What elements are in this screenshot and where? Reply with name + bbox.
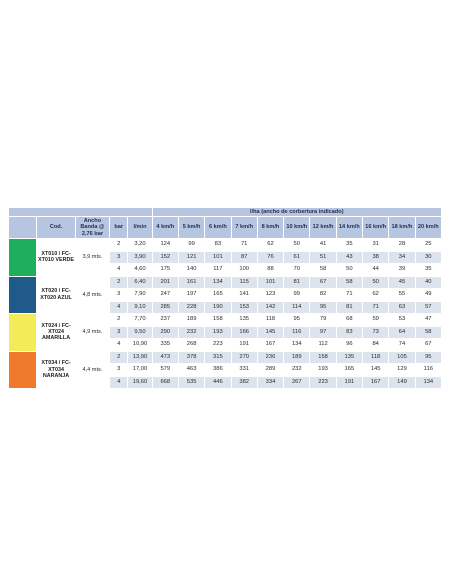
rate-value: 58	[415, 326, 441, 339]
rate-value: 190	[205, 301, 231, 314]
flow-lmin: 17,00	[128, 364, 152, 377]
rate-value: 73	[363, 326, 389, 339]
header-width: Ancho Banda @ 2,76 bar	[75, 217, 109, 239]
rate-value: 81	[284, 276, 310, 289]
header-bar: bar	[110, 217, 128, 239]
rate-value: 236	[257, 351, 283, 364]
rate-value: 41	[310, 239, 336, 252]
rate-value: 116	[284, 326, 310, 339]
rate-value: 152	[152, 251, 178, 264]
rate-value: 79	[310, 314, 336, 327]
rate-value: 97	[310, 326, 336, 339]
rate-value: 191	[336, 376, 362, 389]
header-speed: 20 km/h	[415, 217, 441, 239]
nozzle-flow-table	[8, 207, 442, 389]
rate-value: 166	[231, 326, 257, 339]
rate-value: 58	[336, 276, 362, 289]
header-speed: 14 km/h	[336, 217, 362, 239]
rate-value: 64	[389, 326, 415, 339]
rate-value: 34	[389, 251, 415, 264]
rate-value: 62	[363, 289, 389, 302]
rate-value: 43	[336, 251, 362, 264]
rate-value: 101	[205, 251, 231, 264]
rate-value: 285	[152, 301, 178, 314]
bar-value: 4	[110, 264, 128, 277]
rate-value: 101	[257, 276, 283, 289]
header-code: Cod.	[37, 217, 75, 239]
rate-value: 145	[257, 326, 283, 339]
rate-value: 68	[336, 314, 362, 327]
rate-value: 189	[284, 351, 310, 364]
rate-value: 140	[178, 264, 204, 277]
header-swatch-col	[9, 217, 37, 239]
rate-value: 38	[363, 251, 389, 264]
rate-value: 62	[257, 239, 283, 252]
rate-value: 50	[336, 264, 362, 277]
rate-value: 331	[231, 364, 257, 377]
rate-value: 378	[178, 351, 204, 364]
rate-value: 82	[310, 289, 336, 302]
rate-value: 149	[389, 376, 415, 389]
bar-value: 2	[110, 351, 128, 364]
bar-value: 4	[110, 376, 128, 389]
rate-value: 165	[205, 289, 231, 302]
rate-value: 115	[231, 276, 257, 289]
header-speed: 6 km/h	[205, 217, 231, 239]
rate-value: 50	[284, 239, 310, 252]
rate-value: 579	[152, 364, 178, 377]
rate-value: 70	[284, 264, 310, 277]
color-swatch	[9, 276, 37, 314]
rate-value: 121	[178, 251, 204, 264]
table-row	[9, 276, 442, 289]
rate-value: 96	[336, 339, 362, 352]
rate-value: 268	[178, 339, 204, 352]
bar-value: 3	[110, 289, 128, 302]
rate-value: 191	[231, 339, 257, 352]
rate-value: 118	[257, 314, 283, 327]
rate-value: 135	[231, 314, 257, 327]
rate-value: 88	[257, 264, 283, 277]
header-speed: 18 km/h	[389, 217, 415, 239]
rate-value: 158	[205, 314, 231, 327]
rate-value: 473	[152, 351, 178, 364]
rate-value: 112	[310, 339, 336, 352]
header-speed: 7 km/h	[231, 217, 257, 239]
rate-value: 28	[389, 239, 415, 252]
rate-value: 124	[152, 239, 178, 252]
flow-lmin: 4,60	[128, 264, 152, 277]
rate-value: 100	[231, 264, 257, 277]
band-width: 4,9 mts.	[75, 314, 109, 352]
nozzle-code: XT024 / FC-XT024 AMARILLA	[37, 314, 75, 352]
rate-value: 334	[257, 376, 283, 389]
bar-value: 3	[110, 326, 128, 339]
rate-value: 57	[415, 301, 441, 314]
header-lmin: l/min	[128, 217, 152, 239]
rate-value: 232	[178, 326, 204, 339]
rate-value: 141	[231, 289, 257, 302]
rate-value: 35	[415, 264, 441, 277]
rate-value: 59	[363, 314, 389, 327]
rate-value: 189	[178, 314, 204, 327]
flow-lmin: 3,20	[128, 239, 152, 252]
rate-value: 232	[284, 364, 310, 377]
rate-value: 63	[389, 301, 415, 314]
rate-value: 335	[152, 339, 178, 352]
header-speed: 16 km/h	[363, 217, 389, 239]
header-speed: 4 km/h	[152, 217, 178, 239]
rate-value: 142	[257, 301, 283, 314]
rate-value: 123	[257, 289, 283, 302]
nozzle-flow-table-container	[8, 207, 442, 389]
rate-value: 116	[415, 364, 441, 377]
rate-value: 31	[363, 239, 389, 252]
rate-value: 105	[389, 351, 415, 364]
band-width: 4,4 mts.	[75, 351, 109, 389]
header-speed: 5 km/h	[178, 217, 204, 239]
flow-lmin: 6,40	[128, 276, 152, 289]
rate-value: 201	[152, 276, 178, 289]
rate-value: 39	[389, 264, 415, 277]
rate-value: 67	[415, 339, 441, 352]
rate-value: 117	[205, 264, 231, 277]
rate-value: 197	[178, 289, 204, 302]
rate-value: 58	[310, 264, 336, 277]
rate-value: 668	[152, 376, 178, 389]
rate-value: 193	[205, 326, 231, 339]
rate-value: 53	[389, 314, 415, 327]
flow-lmin: 7,70	[128, 314, 152, 327]
rate-value: 99	[284, 289, 310, 302]
header-blank	[9, 208, 153, 217]
flow-lmin: 19,60	[128, 376, 152, 389]
bar-value: 2	[110, 276, 128, 289]
rate-value: 270	[231, 351, 257, 364]
rate-value: 289	[257, 364, 283, 377]
table-row	[9, 239, 442, 252]
rate-value: 61	[284, 251, 310, 264]
rate-value: 49	[415, 289, 441, 302]
table-body	[9, 239, 442, 389]
rate-value: 223	[205, 339, 231, 352]
rate-value: 25	[415, 239, 441, 252]
rate-value: 47	[415, 314, 441, 327]
rate-value: 463	[178, 364, 204, 377]
rate-value: 145	[363, 364, 389, 377]
color-swatch	[9, 314, 37, 352]
bar-value: 2	[110, 314, 128, 327]
rate-value: 83	[205, 239, 231, 252]
rate-value: 134	[415, 376, 441, 389]
rate-value: 81	[336, 301, 362, 314]
rate-value: 129	[389, 364, 415, 377]
flow-lmin: 9,10	[128, 301, 152, 314]
bar-value: 4	[110, 339, 128, 352]
bar-value: 4	[110, 301, 128, 314]
rate-value: 228	[178, 301, 204, 314]
rate-value: 267	[284, 376, 310, 389]
rate-value: 45	[389, 276, 415, 289]
rate-value: 386	[205, 364, 231, 377]
rate-value: 158	[310, 351, 336, 364]
rate-value: 74	[389, 339, 415, 352]
color-swatch	[9, 351, 37, 389]
flow-lmin: 13,90	[128, 351, 152, 364]
header-speed: 10 km/h	[284, 217, 310, 239]
rate-value: 35	[336, 239, 362, 252]
rate-value: 223	[310, 376, 336, 389]
nozzle-code: XT034 / FC-XT034 NARANJA	[37, 351, 75, 389]
header-speed: 12 km/h	[310, 217, 336, 239]
rate-value: 535	[178, 376, 204, 389]
color-swatch	[9, 239, 37, 277]
rate-value: 161	[178, 276, 204, 289]
table-row	[9, 314, 442, 327]
band-width: 4,8 mts.	[75, 276, 109, 314]
rate-value: 237	[152, 314, 178, 327]
rate-value: 71	[363, 301, 389, 314]
rate-value: 76	[257, 251, 283, 264]
group-header: l/ha (ancho de corbertura indicado)	[152, 208, 441, 217]
header-row-columns	[9, 217, 442, 239]
rate-value: 153	[231, 301, 257, 314]
rate-value: 95	[415, 351, 441, 364]
rate-value: 55	[389, 289, 415, 302]
rate-value: 134	[284, 339, 310, 352]
rate-value: 40	[415, 276, 441, 289]
flow-lmin: 7,90	[128, 289, 152, 302]
rate-value: 167	[363, 376, 389, 389]
rate-value: 51	[310, 251, 336, 264]
rate-value: 165	[336, 364, 362, 377]
rate-value: 193	[310, 364, 336, 377]
nozzle-code: XT010 / FC-XT010 VERDE	[37, 239, 75, 277]
rate-value: 50	[363, 276, 389, 289]
flow-lmin: 10,90	[128, 339, 152, 352]
rate-value: 71	[231, 239, 257, 252]
rate-value: 315	[205, 351, 231, 364]
rate-value: 382	[231, 376, 257, 389]
rate-value: 71	[336, 289, 362, 302]
rate-value: 134	[205, 276, 231, 289]
header-speed: 8 km/h	[257, 217, 283, 239]
rate-value: 84	[363, 339, 389, 352]
rate-value: 95	[284, 314, 310, 327]
rate-value: 30	[415, 251, 441, 264]
nozzle-code: XT020 / FC-XT020 AZUL	[37, 276, 75, 314]
band-width: 3,9 mts.	[75, 239, 109, 277]
bar-value: 2	[110, 239, 128, 252]
rate-value: 95	[310, 301, 336, 314]
bar-value: 3	[110, 364, 128, 377]
rate-value: 247	[152, 289, 178, 302]
rate-value: 114	[284, 301, 310, 314]
rate-value: 67	[310, 276, 336, 289]
rate-value: 446	[205, 376, 231, 389]
rate-value: 290	[152, 326, 178, 339]
header-row-top	[9, 208, 442, 217]
rate-value: 118	[363, 351, 389, 364]
rate-value: 83	[336, 326, 362, 339]
table-row	[9, 351, 442, 364]
flow-lmin: 3,90	[128, 251, 152, 264]
rate-value: 99	[178, 239, 204, 252]
rate-value: 44	[363, 264, 389, 277]
rate-value: 87	[231, 251, 257, 264]
rate-value: 167	[257, 339, 283, 352]
rate-value: 175	[152, 264, 178, 277]
rate-value: 135	[336, 351, 362, 364]
flow-lmin: 9,50	[128, 326, 152, 339]
bar-value: 3	[110, 251, 128, 264]
